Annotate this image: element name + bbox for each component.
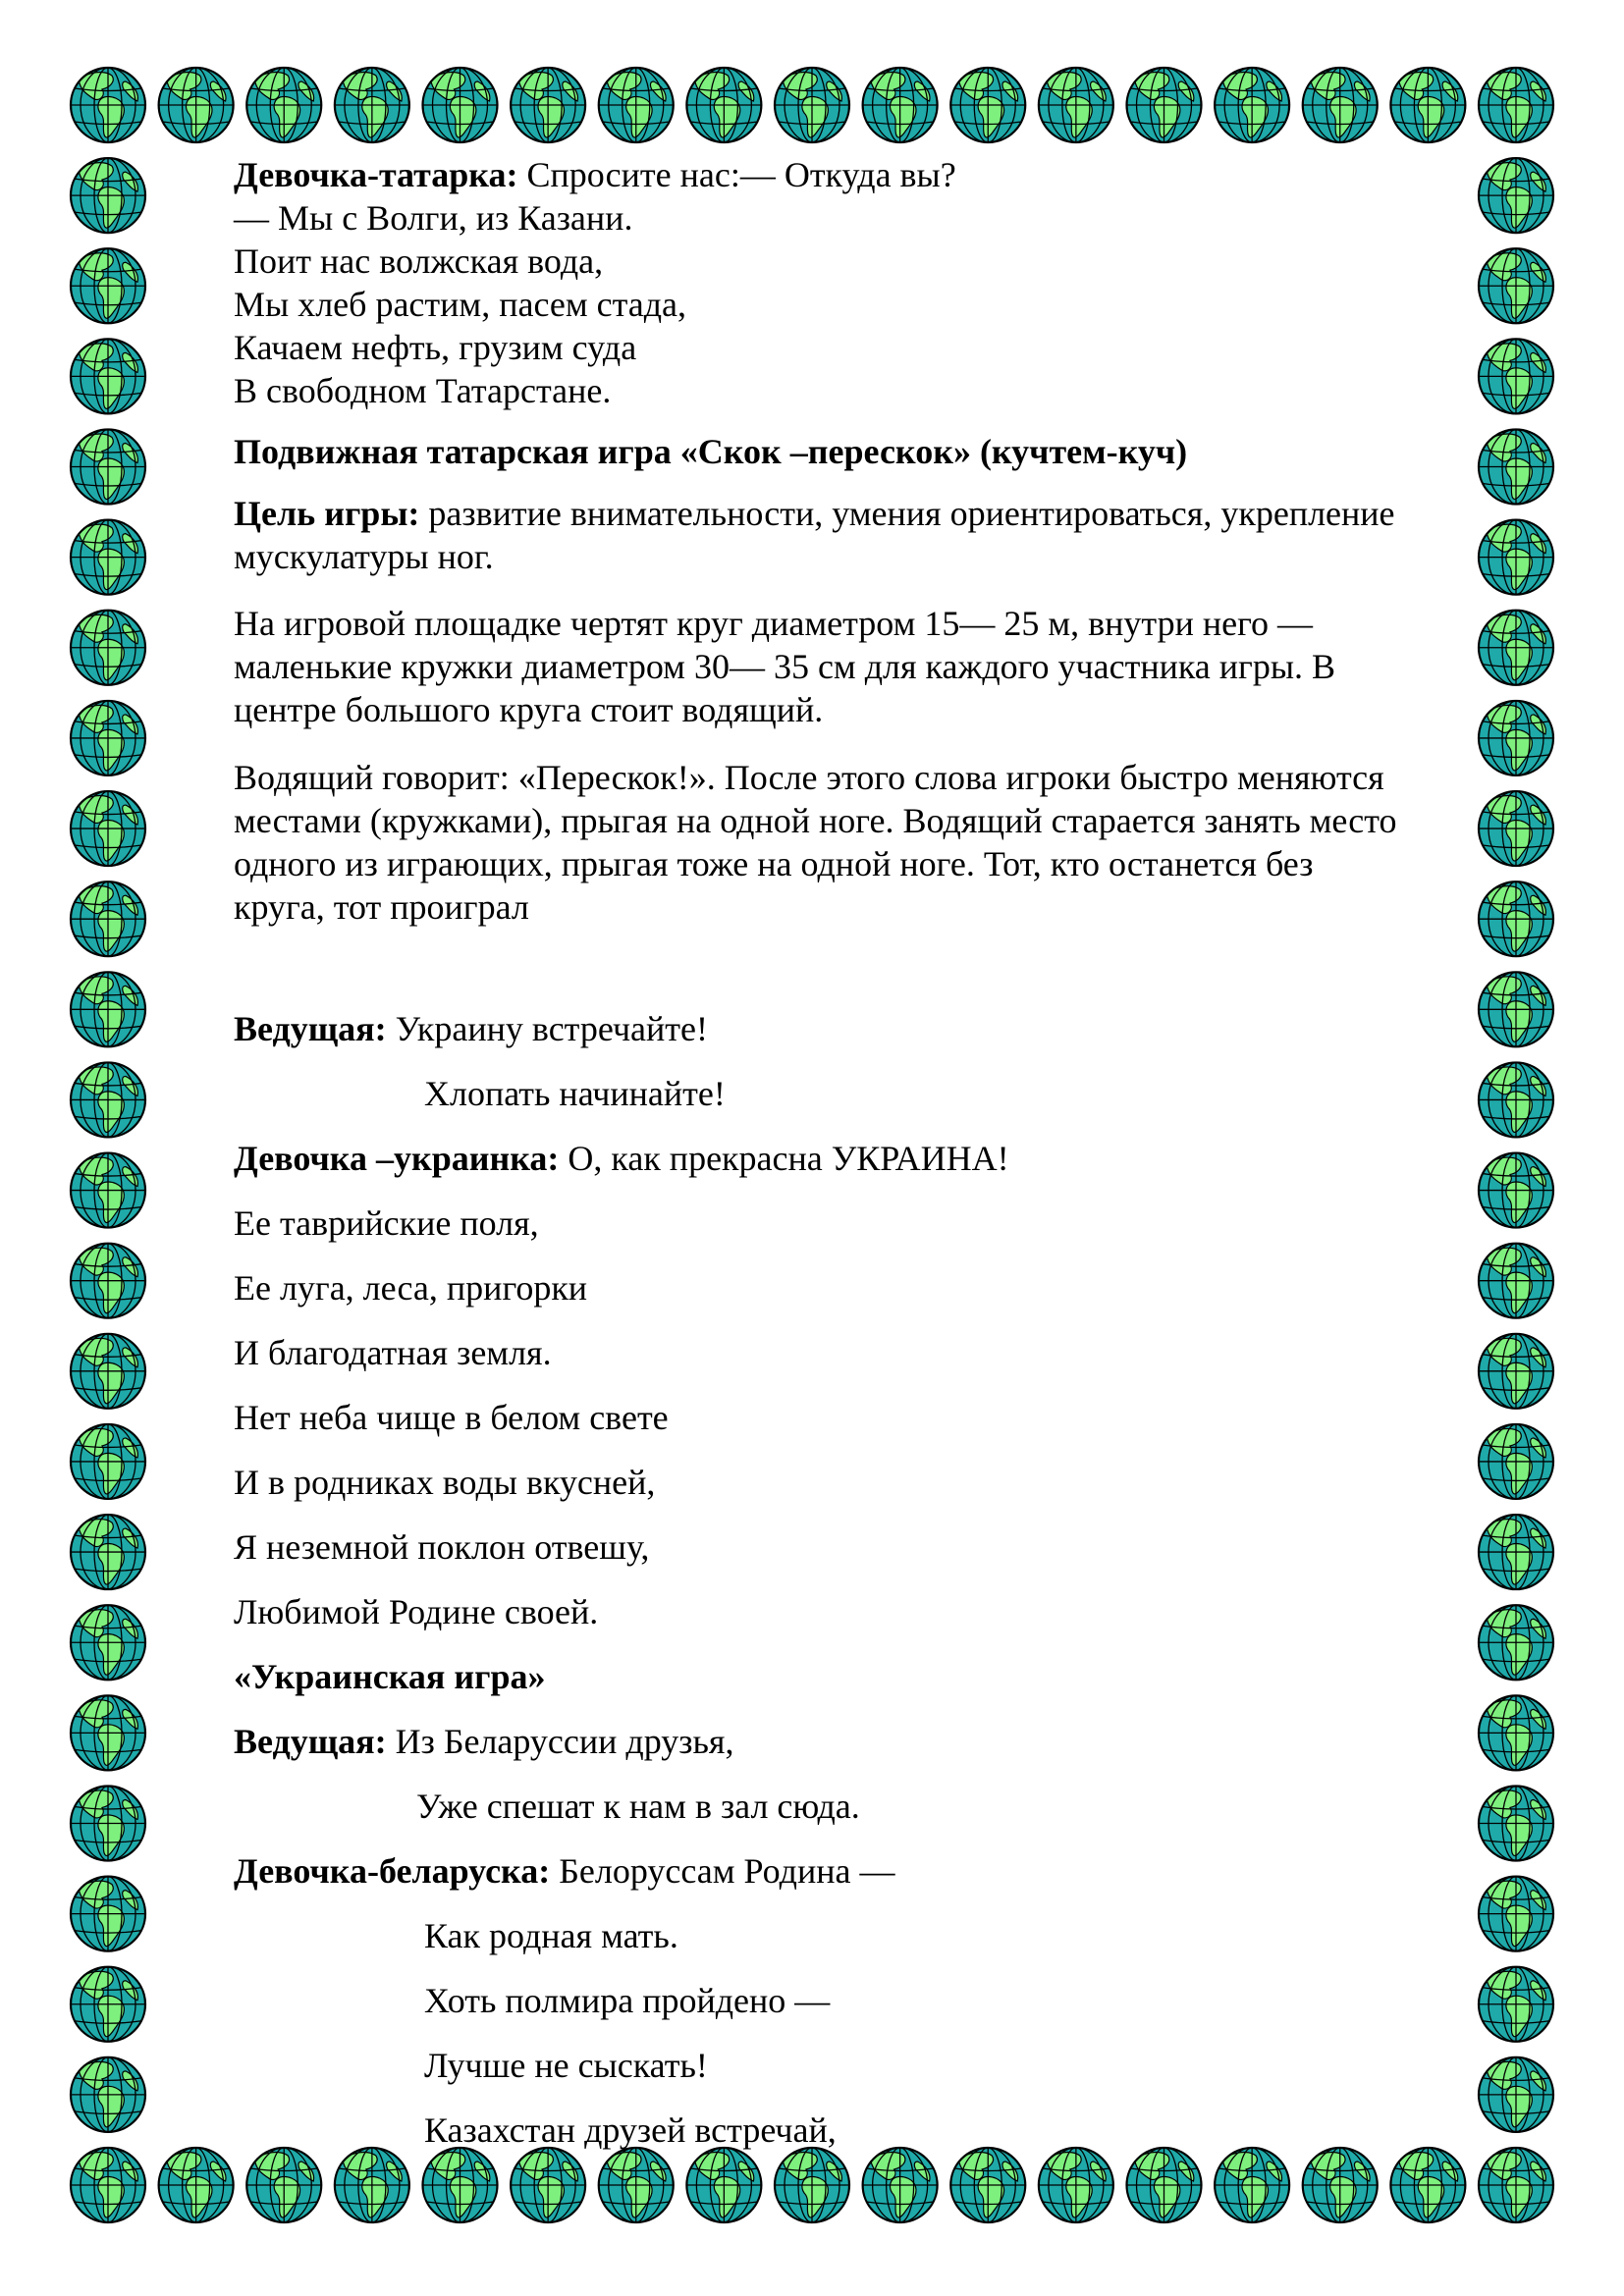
globe-icon (1479, 701, 1553, 775)
line-2: — Мы с Волги, из Казани. (234, 198, 633, 238)
globe-icon (1479, 1244, 1553, 1318)
line-rules-4: Водящий говорит: «Перескок!». После этого слова игроки быстро меняются (234, 758, 1384, 797)
globe-icon (511, 68, 585, 142)
speaker-host-2: Ведущая: (234, 1722, 387, 1761)
speaker-belarusian-girl: Девочка-беларуска: (234, 1851, 551, 1891)
line-1: Девочка-татарка: Спросите нас:— Откуда вы? (234, 155, 956, 194)
globe-icon (1479, 430, 1553, 505)
globe-icon (775, 68, 849, 142)
globe-icon (71, 1695, 145, 1770)
globe-icon (71, 339, 145, 413)
globe-icon (159, 68, 234, 142)
line-rules-7: круга, тот проиграл (234, 887, 529, 927)
line-bel-4: Лучше не сыскать! (424, 2046, 708, 2085)
goal-label: Цель игры: (234, 494, 420, 533)
globe-icon (159, 2148, 234, 2222)
line-host-2: Хлопать начинайте! (424, 1074, 726, 1113)
globe-icon (71, 791, 145, 866)
globe-icon (1215, 2148, 1289, 2222)
globe-icon (686, 68, 761, 142)
globe-icon (863, 68, 938, 142)
globe-icon (1479, 2057, 1553, 2132)
line-rules-6: одного из играющих, прыгая тоже на одной ноге. Тот, кто останется без (234, 844, 1314, 883)
globe-icon (71, 68, 145, 142)
heading-tatar-game: Подвижная татарская игра «Скок –перескок» (кучтем-куч) (234, 432, 1188, 471)
line-6: В свободном Татарстане. (234, 371, 612, 410)
globe-icon (950, 68, 1025, 142)
globe-icon (686, 2148, 761, 2222)
line-bel-3: Хоть полмира пройдено — (424, 1981, 831, 2020)
globe-icon (423, 2148, 498, 2222)
line-ukr-2: Ее таврийские поля, (234, 1203, 539, 1243)
globe-icon (71, 158, 145, 233)
globe-icon (71, 1153, 145, 1228)
line-5: Качаем нефть, грузим суда (234, 328, 637, 367)
globe-icon (1127, 68, 1202, 142)
globe-icon (1215, 68, 1289, 142)
globe-icon (1479, 972, 1553, 1046)
line-rules-3: центре большого круга стоит водящий. (234, 690, 824, 729)
globe-icon (1479, 1786, 1553, 1860)
globe-icon (1039, 2148, 1113, 2222)
globe-icon (1303, 2148, 1378, 2222)
globe-icon (1479, 1605, 1553, 1680)
globe-icon (1479, 1062, 1553, 1137)
globe-icon (71, 1334, 145, 1409)
globe-icon (71, 1605, 145, 1680)
globe-icon (1479, 1967, 1553, 2042)
globe-icon (1479, 2148, 1553, 2222)
globe-icon (1479, 68, 1553, 142)
line-3: Поит нас волжская вода, (234, 241, 604, 281)
globe-icon (1127, 2148, 1202, 2222)
line-host-1: Ведущая: Украину встречайте! (234, 1009, 708, 1048)
globe-icon (246, 68, 321, 142)
globe-icon (71, 701, 145, 775)
globe-icon (1479, 1695, 1553, 1770)
globe-icon (71, 430, 145, 505)
line-ukr-3: Ее луга, леса, пригорки (234, 1268, 588, 1308)
globe-icon (71, 1244, 145, 1318)
globe-icon (1479, 1515, 1553, 1589)
line-bel-5: Казахстан друзей встречай, (424, 2110, 837, 2150)
line-rules-1: На игровой площадке чертят круг диаметром 15— 25 м, внутри него — (234, 604, 1313, 643)
line-rules-5: местами (кружками), прыгая на одной ноге. Водящий старается занять место (234, 801, 1397, 840)
line-ukr-4: И благодатная земля. (234, 1333, 552, 1372)
globe-icon (1479, 1877, 1553, 1951)
globe-icon (1479, 520, 1553, 595)
globe-icon (71, 1424, 145, 1499)
globe-icon (599, 2148, 674, 2222)
globe-icon (599, 68, 674, 142)
speaker-tatar-girl: Девочка-татарка: (234, 155, 518, 194)
globe-icon (1479, 248, 1553, 323)
globe-icon (335, 68, 409, 142)
line-bel-1: Девочка-беларуска: Белоруссам Родина — (234, 1851, 895, 1891)
globe-icon (1479, 611, 1553, 685)
globe-icon (1479, 1424, 1553, 1499)
globe-icon (511, 2148, 585, 2222)
line-4: Мы хлеб растим, пасем стада, (234, 285, 687, 324)
globe-icon (71, 972, 145, 1046)
globe-icon (71, 1877, 145, 1951)
globe-icon (1479, 339, 1553, 413)
line-ukr-7: Я неземной поклон отвешу, (234, 1527, 650, 1567)
globe-icon (1390, 68, 1465, 142)
globe-icon (71, 2148, 145, 2222)
speaker-ukrainian-girl: Девочка –украинка: (234, 1139, 560, 1178)
line-ukr-5: Нет неба чище в белом свете (234, 1398, 669, 1437)
globe-icon (71, 520, 145, 595)
globe-icon (950, 2148, 1025, 2222)
line-bel-2: Как родная мать. (424, 1916, 678, 1955)
globe-icon (1390, 2148, 1465, 2222)
globe-icon (1479, 1153, 1553, 1228)
line-ukr-8: Любимой Родине своей. (234, 1592, 599, 1631)
globe-icon (71, 1062, 145, 1137)
globe-icon (1479, 881, 1553, 956)
globe-icon (1479, 158, 1553, 233)
speaker-host: Ведущая: (234, 1009, 387, 1048)
globe-icon (1479, 791, 1553, 866)
globe-icon (335, 2148, 409, 2222)
line-ukr-1: Девочка –украинка: О, как прекрасна УКРАИНА! (234, 1139, 1009, 1178)
line-host-3: Ведущая: Из Беларуссии друзья, (234, 1722, 734, 1761)
line-goal-2: мускулатуры ног. (234, 537, 494, 576)
globe-icon (1479, 1334, 1553, 1409)
globe-icon (863, 2148, 938, 2222)
globe-icon (71, 1515, 145, 1589)
globe-icon (71, 1967, 145, 2042)
globe-icon (71, 881, 145, 956)
globe-icon (71, 2057, 145, 2132)
globe-icon (775, 2148, 849, 2222)
line-goal: Цель игры: развитие внимательности, умения ориентироваться, укрепление (234, 494, 1395, 533)
line-ukr-6: И в родниках воды вкусней, (234, 1463, 656, 1502)
globe-icon (71, 611, 145, 685)
globe-icon (1303, 68, 1378, 142)
line-host-4: Уже спешат к нам в зал сюда. (416, 1787, 860, 1826)
globe-icon (246, 2148, 321, 2222)
globe-icon (71, 248, 145, 323)
globe-icon (71, 1786, 145, 1860)
globe-icon (1039, 68, 1113, 142)
globe-icon (423, 68, 498, 142)
heading-ukrainian-game: «Украинская игра» (234, 1657, 546, 1696)
line-rules-2: маленькие кружки диаметром 30— 35 см для каждого участника игры. В (234, 647, 1336, 686)
